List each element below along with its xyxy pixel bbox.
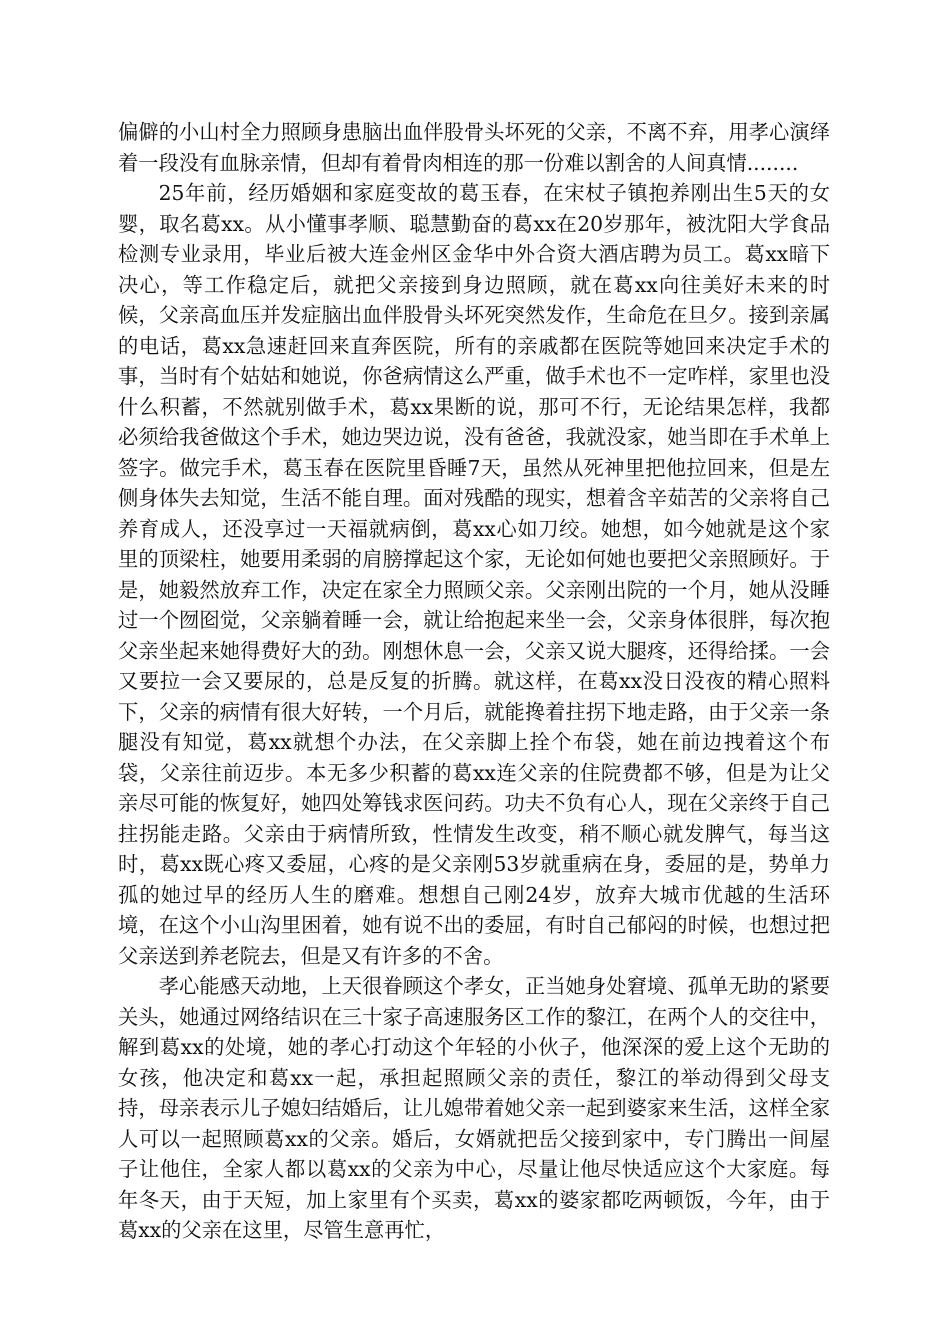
article-body [118, 117, 830, 1246]
paragraph-2: 25年前，经历婚姻和家庭变故的葛玉春，在宋杖子镇抱养刚出生5天的女婴，取名葛xx。从小懂事孝顺、聪慧勤奋的葛xx在20岁那年，被沈阳大学食品检测专业录用，毕业后被大连金州区金华中外合资大酒店聘为员工。葛xx暗下决心，等工作稳定后，就把父亲接到身边照顾，就在葛xx向往美好未来的时候，父亲高血压并发症脑出血伴股骨头坏死突然发作，生命危在旦夕。接到亲属的电话，葛xx急速赶回来直奔医院，所有的亲戚都在医院等她回来决定手术的事，当时有个姑姑和她说，你爸病情这么严重，做手术也不一定咋样，家里也没什么积蓄，不然就别做手术，葛xx果断的说，那可不行，无论结果怎样，我都必须给我爸做这个手术，她边哭边说，没有爸爸，我就没家，她当即在手术单上签字。做完手术，葛玉春在医院里昏睡7天，虽然从死神里把他拉回来，但是左侧身体失去知觉，生活不能自理。面对残酷的现实，想着含辛茹苦的父亲将自己养育成人，还没享过一天福就病倒，葛xx心如刀绞。她想，如今她就是这个家里的顶梁柱，她要用柔弱的肩膀撑起这个家，无论如何她也要把父亲照顾好。于是，她毅然放弃工作，决定在家全力照顾父亲。父亲刚出院的一个月，她从没睡过一个囫囵觉，父亲躺着睡一会，就让给抱起来坐一会，父亲身体很胖，每次抱父亲坐起来她得费好大的劲。刚想休息一会，父亲又说大腿疼，还得给揉。一会又要拉一会又要尿的，总是反复的折腾。就这样，在葛xx没日没夜的精心照料下，父亲的病情有很大好转，一个月后，就能搀着拄拐下地走路，由于父亲一条腿没有知觉，葛xx就想个办法，在父亲脚上拴个布袋，她在前边拽着这个布袋，父亲往前迈步。本无多少积蓄的葛xx连父亲的住院费都不够，但是为让父亲尽可能的恢复好，她四处筹钱求医问药。功夫不负有心人，现在父亲终于自己拄拐能走路。父亲由于病情所致，性情发生改变，稍不顺心就发脾气，每当这时，葛xx既心疼又委屈，心疼的是父亲刚53岁就重病在身，委屈的是，势单力孤的她过早的经历人生的磨难。想想自己刚24岁，放弃大城市优越的生活环境，在这个小山沟里困着，她有说不出的委屈，有时自己郁闷的时候，也想过把父亲送到养老院去，但是又有许多的不舍。 [118, 181, 830, 968]
paragraph-1: 偏僻的小山村全力照顾身患脑出血伴股骨头坏死的父亲，不离不弃，用孝心演绎着一段没有血脉亲情，但却有着骨肉相连的那一份难以割舍的人间真情........ [118, 120, 830, 175]
paragraph-3: 孝心能感天动地，上天很眷顾这个孝女，正当她身处窘境、孤单无助的紧要关头，她通过网络结识在三十家子高速服务区工作的黎江，在两个人的交往中，解到葛xx的处境，她的孝心打动这个年轻的小伙子，他深深的爱上这个无助的女孩，他决定和葛xx一起，承担起照顾父亲的责任，黎江的举动得到父母支持，母亲表示儿子媳妇结婚后，让儿媳带着她父亲一起到婆家来生活，这样全家人可以一起照顾葛xx的父亲。婚后，女婿就把岳父接到家中，专门腾出一间屋子让他住，全家人都以葛xx的父亲为中心，尽量让他尽快适应这个大家庭。每年冬天，由于天短，加上家里有个买卖，葛xx的婆家都吃两顿饭，今年，由于葛xx的父亲在这里，尽管生意再忙， [118, 974, 830, 1242]
